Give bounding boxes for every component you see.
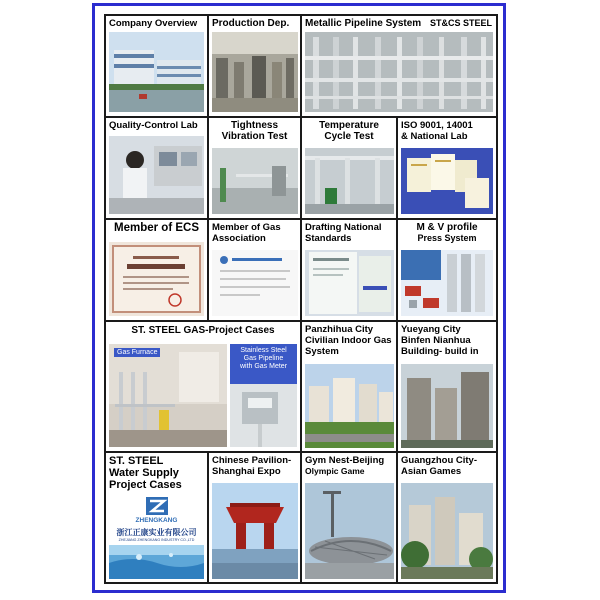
- zhengkang-english-name: ZHEJIANG ZHENGKANG INDUSTRY CO.,LTD: [118, 538, 195, 542]
- cell-title-line: System: [305, 346, 339, 357]
- gas-association-letter: [212, 250, 298, 316]
- cell-title: [212, 120, 297, 142]
- cell-title: [401, 120, 493, 142]
- cell-title: [401, 324, 493, 357]
- cell-title-line: Press System: [417, 233, 477, 243]
- cell-metallic-pipeline: [302, 16, 496, 116]
- zhengkang-brand: ZHENGKANG: [135, 517, 178, 524]
- cell-title-line: Temperature: [319, 120, 379, 131]
- guangzhou-buildings-photo: [401, 483, 493, 579]
- gas-meter-label: [232, 346, 295, 372]
- cell-title: Member of ECS: [114, 222, 199, 234]
- cell-guangzhou: [398, 453, 496, 582]
- water-splash-photo: [109, 545, 204, 579]
- cell-title-line: Vibration Test: [221, 131, 288, 142]
- cell-title: Quality-Control Lab: [109, 120, 198, 131]
- cell-title: ST. STEEL GAS-Project Cases: [131, 325, 275, 336]
- gas-meter-label-line: Gas Pipeline: [243, 355, 284, 362]
- cell-title: [305, 120, 393, 142]
- cell-company-overview: [106, 16, 207, 116]
- cell-title-line: Association: [212, 233, 266, 244]
- cell-title-line: ST. STEEL: [109, 455, 164, 467]
- cell-title-line: Civilian Indoor Gas: [305, 335, 392, 346]
- gas-furnace-label: Gas Furnace: [114, 348, 160, 357]
- cell-title: Company Overview: [109, 18, 198, 29]
- cell-title: [109, 455, 204, 491]
- cell-title-line: Tightness: [230, 120, 279, 131]
- cell-title: [401, 455, 493, 477]
- cell-title-line: Shanghai Expo: [212, 466, 281, 477]
- press-system-photo: [401, 250, 493, 316]
- cell-production-dep: [209, 16, 300, 116]
- birds-nest-photo: [305, 483, 394, 579]
- pipeline-photo: [305, 32, 493, 112]
- gas-furnace-photo: [109, 344, 227, 447]
- cell-title-line: Olympic Game: [305, 466, 365, 476]
- cell-title: [305, 222, 393, 244]
- cell-title-line: Project Cases: [109, 479, 182, 491]
- cell-iso: [398, 118, 496, 218]
- cell-title-line: Gym Nest-Beijing: [305, 455, 385, 466]
- cell-qc-lab: [106, 118, 207, 218]
- workshop-photo: [212, 32, 298, 112]
- cell-temperature: [302, 118, 396, 218]
- gas-meter-label-line: with Gas Meter: [239, 363, 288, 370]
- cell-title-line: Guangzhou City-: [401, 455, 477, 466]
- cell-yueyang: [398, 322, 496, 451]
- zhengkang-chinese-name: 浙江正康实业有限公司: [116, 528, 197, 537]
- cell-tightness: [209, 118, 300, 218]
- zhengkang-logo: [146, 497, 168, 515]
- cell-title: [212, 455, 297, 477]
- project-grid: [104, 14, 498, 584]
- panzhihua-buildings-photo: [305, 364, 394, 448]
- brand-text: ST&CS STEEL: [429, 18, 492, 28]
- cell-title-line: M & V profile: [416, 222, 478, 233]
- cell-title: [305, 455, 393, 477]
- ecs-certificate: [109, 242, 204, 316]
- certificates-photo: [401, 148, 493, 214]
- cell-drafting: [302, 220, 396, 320]
- cell-chinese-pavilion: [209, 453, 300, 582]
- cell-ecs: [106, 220, 207, 320]
- gas-meter-label-line: Stainless Steel: [240, 347, 287, 354]
- temperature-test-photo: [305, 148, 394, 214]
- cell-title: [305, 18, 421, 29]
- cell-gym-nest: [302, 453, 396, 582]
- pavilion-photo: [212, 483, 298, 579]
- vibration-test-photo: [212, 148, 298, 214]
- cell-title-line: Cycle Test: [324, 131, 374, 142]
- cell-title: Production Dep.: [212, 18, 290, 29]
- standards-document: [305, 250, 394, 316]
- cell-title-line: ISO 9001, 14001: [401, 120, 473, 131]
- cell-title: [212, 222, 297, 244]
- cell-title-line: Binfen Nianhua: [401, 335, 471, 346]
- cell-title-line: Asian Games: [401, 466, 462, 477]
- cell-title: [401, 222, 493, 244]
- cell-mv-profile: [398, 220, 496, 320]
- cell-title-line: Yueyang City: [401, 324, 461, 335]
- cell-title-line: Water Supply: [109, 467, 179, 479]
- cell-water-supply: [106, 453, 207, 582]
- cell-title-line: Drafting National: [305, 222, 382, 233]
- cell-title-line: Building- build in: [401, 346, 479, 357]
- yueyang-towers-photo: [401, 364, 493, 448]
- lab-photo: [109, 136, 204, 214]
- cell-title-line: Standards: [305, 233, 352, 244]
- cell-title: [305, 324, 393, 357]
- cell-gas-project-cases: [106, 322, 300, 451]
- cell-title-line: Panzhihua City: [305, 324, 374, 335]
- cell-title-line: & National Lab: [401, 131, 468, 142]
- cell-title-line: Chinese Pavilion-: [212, 455, 292, 466]
- cell-title-text: Metallic Pipeline System: [305, 18, 422, 29]
- cell-panzhihua: [302, 322, 396, 451]
- cell-gas-association: [209, 220, 300, 320]
- cell-title-line: Member of Gas: [212, 222, 281, 233]
- factory-photo: [109, 32, 204, 112]
